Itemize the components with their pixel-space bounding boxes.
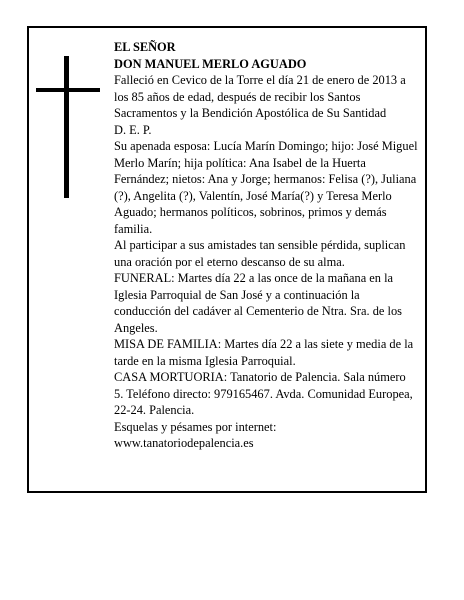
family-list: Su apenada esposa: Lucía Marín Domingo; hijo: José Miguel Merlo Marín; hija política: Ana Isabel de la Huerta Fernández; nietos: Ana y Jorge; hermanos: Felisa (?), Juliana (?), Angelita (?), Valentín, José María(?) y Teresa Merlo Aguado; hermanos políticos, sobrinos, primos y demás familia. [114,139,418,236]
title-line-1: EL SEÑOR [114,40,176,54]
cross-horizontal-bar [36,88,100,92]
funeral-info: FUNERAL: Martes día 22 a las once de la mañana en la Iglesia Parroquial de San José y a continuación la conducción del cadáver al Cementerio de Ntra. Sra. de los Angeles. [114,271,402,335]
funeral-home-website: www.tanatoriodepalencia.es [114,436,254,450]
cross-vertical-bar [64,56,69,198]
prayer-request: Al participar a sus amistades tan sensible pérdida, suplican una oración por el eterno descanso de su alma. [114,238,406,269]
family-mass-info: MISA DE FAMILIA: Martes día 22 a las siete y media de la tarde en la misma Iglesia Parroquial. [114,337,414,368]
death-announcement: Falleció en Cevico de la Torre el día 21 de enero de 2013 a los 85 años de edad, después de recibir los Santos Sacramentos y la Bendición Apostólica de Su Santidad [114,73,406,120]
online-condolences-label: Esquelas y pésames por internet: [114,419,277,434]
deceased-name: DON MANUEL MERLO AGUADO [114,56,307,71]
rest-in-peace: D. E. P. [114,122,152,137]
obituary-text [114,39,418,452]
funeral-home-info: CASA MORTUORIA: Tanatorio de Palencia. Sala número 5. Teléfono directo: 979165467. Avda. Comunidad Europea, 22-24. Palencia. [114,370,413,417]
latin-cross-icon [36,56,100,198]
